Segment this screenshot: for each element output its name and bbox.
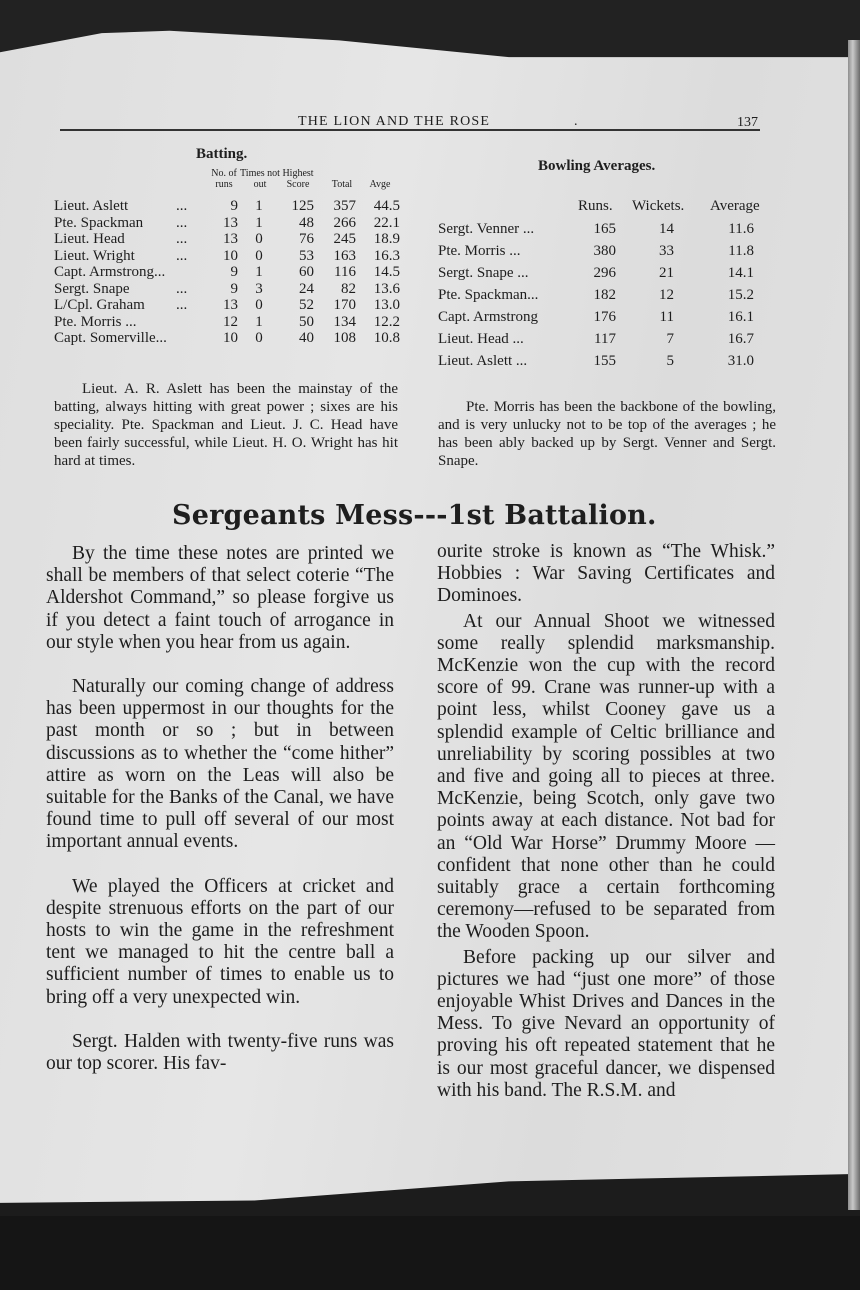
bowling-row <box>438 306 788 328</box>
wickets: 12 <box>659 287 674 303</box>
journal-title: THE LION AND THE ROSE <box>298 114 491 129</box>
average: 13.0 <box>373 297 400 313</box>
leader-dots: ... <box>176 247 188 264</box>
paragraph: We played the Officers at cricket and despite strenuous efforts on the part of our hosts to win the game in the refreshment tent we managed to hit the centre ball a sufficient number of times to enable us to bring off a very unexpected win. <box>46 875 394 1008</box>
no-of-runs: 13 <box>223 297 238 313</box>
average: 31.0 <box>727 353 754 369</box>
batting-row <box>54 231 414 248</box>
average: 14.5 <box>373 264 400 280</box>
col-header-highest: Highest Score <box>282 168 314 190</box>
average: 44.5 <box>373 198 400 214</box>
no-of-runs: 13 <box>223 214 238 231</box>
batter-name: Lieut. Head <box>54 231 125 247</box>
bowling-row <box>438 350 788 372</box>
total: 245 <box>333 231 356 247</box>
total: 108 <box>333 330 356 346</box>
times-not-out: 1 <box>255 313 263 330</box>
batting-row <box>54 297 414 314</box>
col-header-runs: Runs. <box>578 198 613 214</box>
article-column-left <box>46 543 394 1075</box>
wickets: 7 <box>666 331 674 347</box>
batter-name: Lieut. Wright <box>54 247 135 264</box>
highest-score: 76 <box>299 231 314 247</box>
highest-score: 48 <box>299 214 314 231</box>
batter-name: Lieut. Aslett <box>54 198 129 214</box>
average: 16.3 <box>373 247 400 264</box>
paragraph: Sergt. Halden with twenty-five runs was our top scorer. His fav- <box>46 1030 394 1075</box>
highest-score: 40 <box>299 330 314 346</box>
bowler-name: Capt. Armstrong <box>438 309 538 325</box>
bowler-name: Sergt. Snape ... <box>438 265 529 281</box>
col-header-total: Total <box>331 179 353 190</box>
times-not-out: 0 <box>255 297 263 313</box>
total: 266 <box>333 214 356 231</box>
leader-dots: ... <box>176 231 188 247</box>
bowler-name: Lieut. Head ... <box>438 331 524 347</box>
wickets: 14 <box>659 221 674 237</box>
batting-row <box>54 198 414 215</box>
runs: 165 <box>593 221 616 237</box>
batter-name: Capt. Somerville... <box>54 330 167 346</box>
highest-score: 50 <box>299 313 314 330</box>
runs: 182 <box>593 287 616 303</box>
bowling-row <box>438 240 788 262</box>
average: 11.8 <box>728 243 754 259</box>
background-bottom <box>0 1216 860 1290</box>
col-header-average: Average <box>710 198 760 214</box>
wickets: 21 <box>659 265 674 281</box>
page-number: 137 <box>737 115 758 130</box>
no-of-runs: 10 <box>223 247 238 264</box>
runs: 117 <box>594 331 616 347</box>
batter-name: Pte. Morris ... <box>54 313 137 330</box>
average: 14.1 <box>727 265 754 281</box>
bowling-row <box>438 262 788 284</box>
times-not-out: 3 <box>255 280 263 297</box>
total: 163 <box>333 247 356 264</box>
total: 357 <box>333 198 356 214</box>
times-not-out: 1 <box>255 214 263 231</box>
highest-score: 52 <box>299 297 314 313</box>
bowling-row <box>438 284 788 306</box>
times-not-out: 1 <box>255 198 263 214</box>
wickets: 5 <box>666 353 674 369</box>
wickets: 11 <box>659 309 674 325</box>
bowler-name: Pte. Morris ... <box>438 243 521 259</box>
leader-dots: ... <box>176 280 188 297</box>
batter-name: L/Cpl. Graham <box>54 297 145 313</box>
average: 22.1 <box>373 214 400 231</box>
average: 11.6 <box>728 221 754 237</box>
batting-row <box>54 215 414 232</box>
leader-dots: ... <box>176 297 188 313</box>
no-of-runs: 9 <box>230 264 238 280</box>
paragraph: ourite stroke is known as “The Whisk.” Hobbies : War Saving Certificates and Dominoes. <box>437 541 775 607</box>
batting-title: Batting. <box>196 146 248 162</box>
bowler-name: Sergt. Venner ... <box>438 221 535 237</box>
no-of-runs: 9 <box>230 280 238 297</box>
paragraph: By the time these notes are printed we shall be members of that select coterie “The Aldershot Command,” so please forgive us if you detect a faint touch of arrogance in our style when you hear from us again. <box>46 543 394 653</box>
average: 16.1 <box>727 309 754 325</box>
batter-name: Pte. Spackman <box>54 214 144 231</box>
article-column-right <box>437 541 775 1102</box>
batting-rows <box>54 198 414 347</box>
batting-row <box>54 330 414 347</box>
article-title: Sergeants Mess---1st Battalion. <box>172 500 657 531</box>
average: 13.6 <box>373 280 400 297</box>
batter-name: Sergt. Snape <box>54 280 130 297</box>
times-not-out: 0 <box>255 231 263 247</box>
leader-dots: ... <box>176 198 188 214</box>
highest-score: 60 <box>299 264 314 280</box>
col-header-not-out: Times not out <box>240 168 280 190</box>
batting-row <box>54 248 414 265</box>
runs: 296 <box>593 265 616 281</box>
batter-name: Capt. Armstrong... <box>54 264 166 280</box>
bowling-row <box>438 328 788 350</box>
batting-note: Lieut. A. R. Aslett has been the mainstay of the batting, always hitting with great power ; sixes are his speciality. Pte. Spackman and Lieut. J. C. Head have been fairly successful, while Lieut. H. O. Wright has hit hard at times. <box>54 381 398 469</box>
bowler-name: Lieut. Aslett ... <box>438 353 528 369</box>
total: 116 <box>334 264 356 280</box>
runs: 176 <box>593 309 616 325</box>
highest-score: 125 <box>291 198 314 214</box>
average: 15.2 <box>727 287 754 303</box>
average: 10.8 <box>373 330 400 346</box>
batting-row <box>54 314 414 331</box>
no-of-runs: 10 <box>223 330 238 346</box>
total: 82 <box>341 280 356 297</box>
header-rule <box>60 129 760 131</box>
no-of-runs: 9 <box>230 198 238 214</box>
bowling-rows <box>438 218 788 372</box>
paragraph: Before packing up our silver and pictures we had “just one more” of those enjoyable Whist Drives and Dances in the Mess. To give Nevard an opportunity of proving his oft repeated statement that he is our most graceful dancer, we dispensed with his band. The R.S.M. and <box>437 946 775 1101</box>
col-header-avge: Avge <box>369 179 391 190</box>
times-not-out: 0 <box>255 330 263 346</box>
header-separator: . <box>574 114 578 129</box>
highest-score: 24 <box>299 280 314 297</box>
total: 170 <box>333 297 356 313</box>
leader-dots: ... <box>176 214 188 231</box>
runs: 155 <box>593 353 616 369</box>
total: 134 <box>333 313 356 330</box>
times-not-out: 0 <box>255 247 263 264</box>
col-header-runs: No. of runs <box>211 168 237 190</box>
paragraph: Naturally our coming change of address has been uppermost in our thoughts for the past month or so ; but in between discussions as to whether the “come hither” attire as worn on the Leas will also be suitable for the Banks of the Canal, we have found time to pull off several of our most important annual events. <box>46 676 394 853</box>
average: 16.7 <box>727 331 754 347</box>
bowler-name: Pte. Spackman... <box>438 287 539 303</box>
page-edge <box>848 40 860 1210</box>
col-header-wickets: Wickets. <box>632 198 685 214</box>
no-of-runs: 13 <box>223 231 238 247</box>
no-of-runs: 12 <box>223 313 238 330</box>
wickets: 33 <box>659 243 674 259</box>
runs: 380 <box>593 243 616 259</box>
batting-row <box>54 281 414 298</box>
average: 12.2 <box>373 313 400 330</box>
highest-score: 53 <box>299 247 314 264</box>
bowling-row <box>438 218 788 240</box>
average: 18.9 <box>373 231 400 247</box>
times-not-out: 1 <box>255 264 263 280</box>
bowling-note: Pte. Morris has been the backbone of the bowling, and is very unlucky not to be top of the averages ; he has been ably backed up by Sergt. Venner and Sergt. Snape. <box>438 399 776 469</box>
paragraph: At our Annual Shoot we witnessed some really splendid marksmanship. McKenzie won the cup with the record score of 99. Crane was runner-up with a point less, whilst Cooney gave us a splendid example of Celtic brilliance and unreliability by scoring possibles at two and five and going all to pieces at three. McKenzie, being Scotch, only gave two points away at each distance. Not bad for an “Old War Horse” Drummy Moore — confident that none other than he could suitably grace a certain forthcoming ceremony—refused to be separated from the Wooden Spoon. <box>437 610 775 943</box>
bowling-title: Bowling Averages. <box>538 158 656 174</box>
batting-row <box>54 264 414 281</box>
